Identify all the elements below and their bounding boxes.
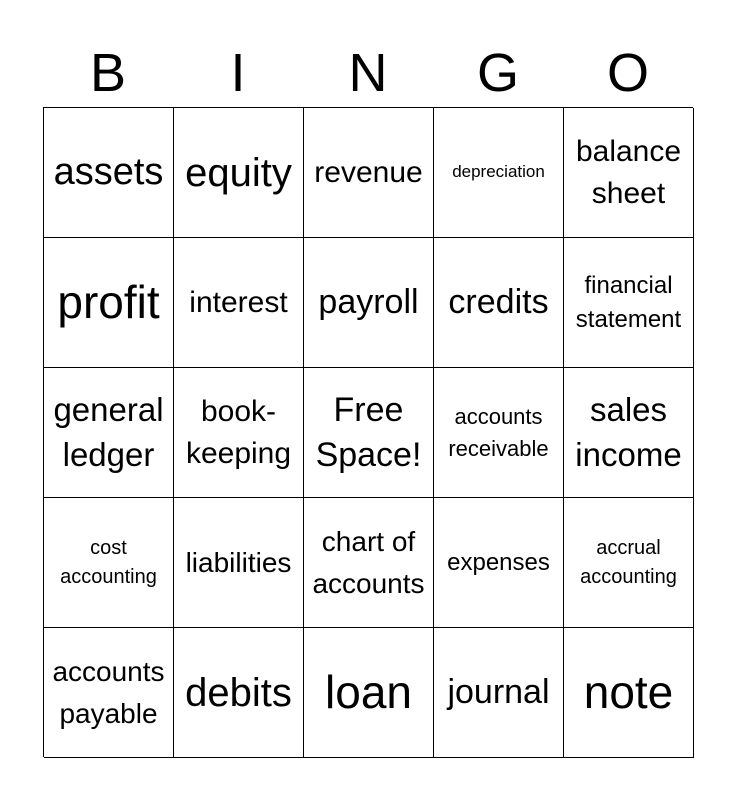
bingo-cell[interactable] <box>44 368 174 498</box>
header-letter-n: N <box>348 43 388 103</box>
cell-text: general ledger <box>53 390 164 473</box>
bingo-cell[interactable] <box>44 108 174 238</box>
bingo-cell[interactable] <box>304 498 434 628</box>
cell-text: profit <box>57 276 160 329</box>
header-letter-o: O <box>606 43 649 103</box>
bingo-cell[interactable] <box>174 628 304 758</box>
cell-text: accrual accounting <box>580 536 677 588</box>
bingo-cell[interactable] <box>564 108 694 238</box>
bingo-cell[interactable] <box>564 628 694 758</box>
cell-text: loan <box>325 666 412 719</box>
bingo-cell[interactable] <box>174 238 304 368</box>
cell-text: debits <box>185 670 292 715</box>
cell-text: note <box>583 666 674 719</box>
header-letter-i: I <box>230 43 246 103</box>
bingo-cell[interactable] <box>44 238 174 368</box>
bingo-cell[interactable] <box>304 238 434 368</box>
bingo-cell[interactable] <box>434 238 564 368</box>
bingo-cell[interactable] <box>434 628 564 758</box>
cell-text: expenses <box>447 548 550 576</box>
bingo-board <box>43 107 693 757</box>
cell-text: assets <box>53 150 164 193</box>
bingo-cell[interactable] <box>304 368 434 498</box>
cell-text: credits <box>448 283 549 322</box>
cell-text: book-keeping <box>185 394 292 470</box>
bingo-cell[interactable] <box>564 498 694 628</box>
bingo-cell[interactable] <box>44 498 174 628</box>
bingo-cell[interactable] <box>44 628 174 758</box>
cell-text: cost accounting <box>60 536 157 588</box>
bingo-cell[interactable] <box>174 498 304 628</box>
cell-text: equity <box>185 150 292 195</box>
cell-text: accounts payable <box>52 655 165 729</box>
bingo-cell[interactable] <box>434 498 564 628</box>
cell-text: interest <box>189 285 288 319</box>
cell-text: chart of accounts <box>312 525 425 599</box>
cell-text: Free Space! <box>315 391 422 474</box>
bingo-cell[interactable] <box>174 108 304 238</box>
bingo-cell[interactable] <box>564 368 694 498</box>
cell-text: liabilities <box>185 546 292 578</box>
bingo-cell[interactable] <box>434 368 564 498</box>
cell-text: journal <box>447 673 550 712</box>
cell-text: sales income <box>575 390 682 473</box>
bingo-header <box>43 40 693 106</box>
bingo-cell[interactable] <box>434 108 564 238</box>
header-letter-g: G <box>476 43 519 103</box>
cell-text: financial statement <box>575 271 682 333</box>
bingo-cell[interactable] <box>304 628 434 758</box>
bingo-cell[interactable] <box>564 238 694 368</box>
header-letter-b: B <box>89 43 127 103</box>
cell-text: accounts receivable <box>448 403 549 461</box>
cell-text: payroll <box>318 283 419 322</box>
cell-text: depreciation <box>452 162 545 182</box>
bingo-cell[interactable] <box>304 108 434 238</box>
cell-text: revenue <box>314 155 423 189</box>
bingo-cell[interactable] <box>174 368 304 498</box>
cell-text: balance sheet <box>575 134 682 210</box>
